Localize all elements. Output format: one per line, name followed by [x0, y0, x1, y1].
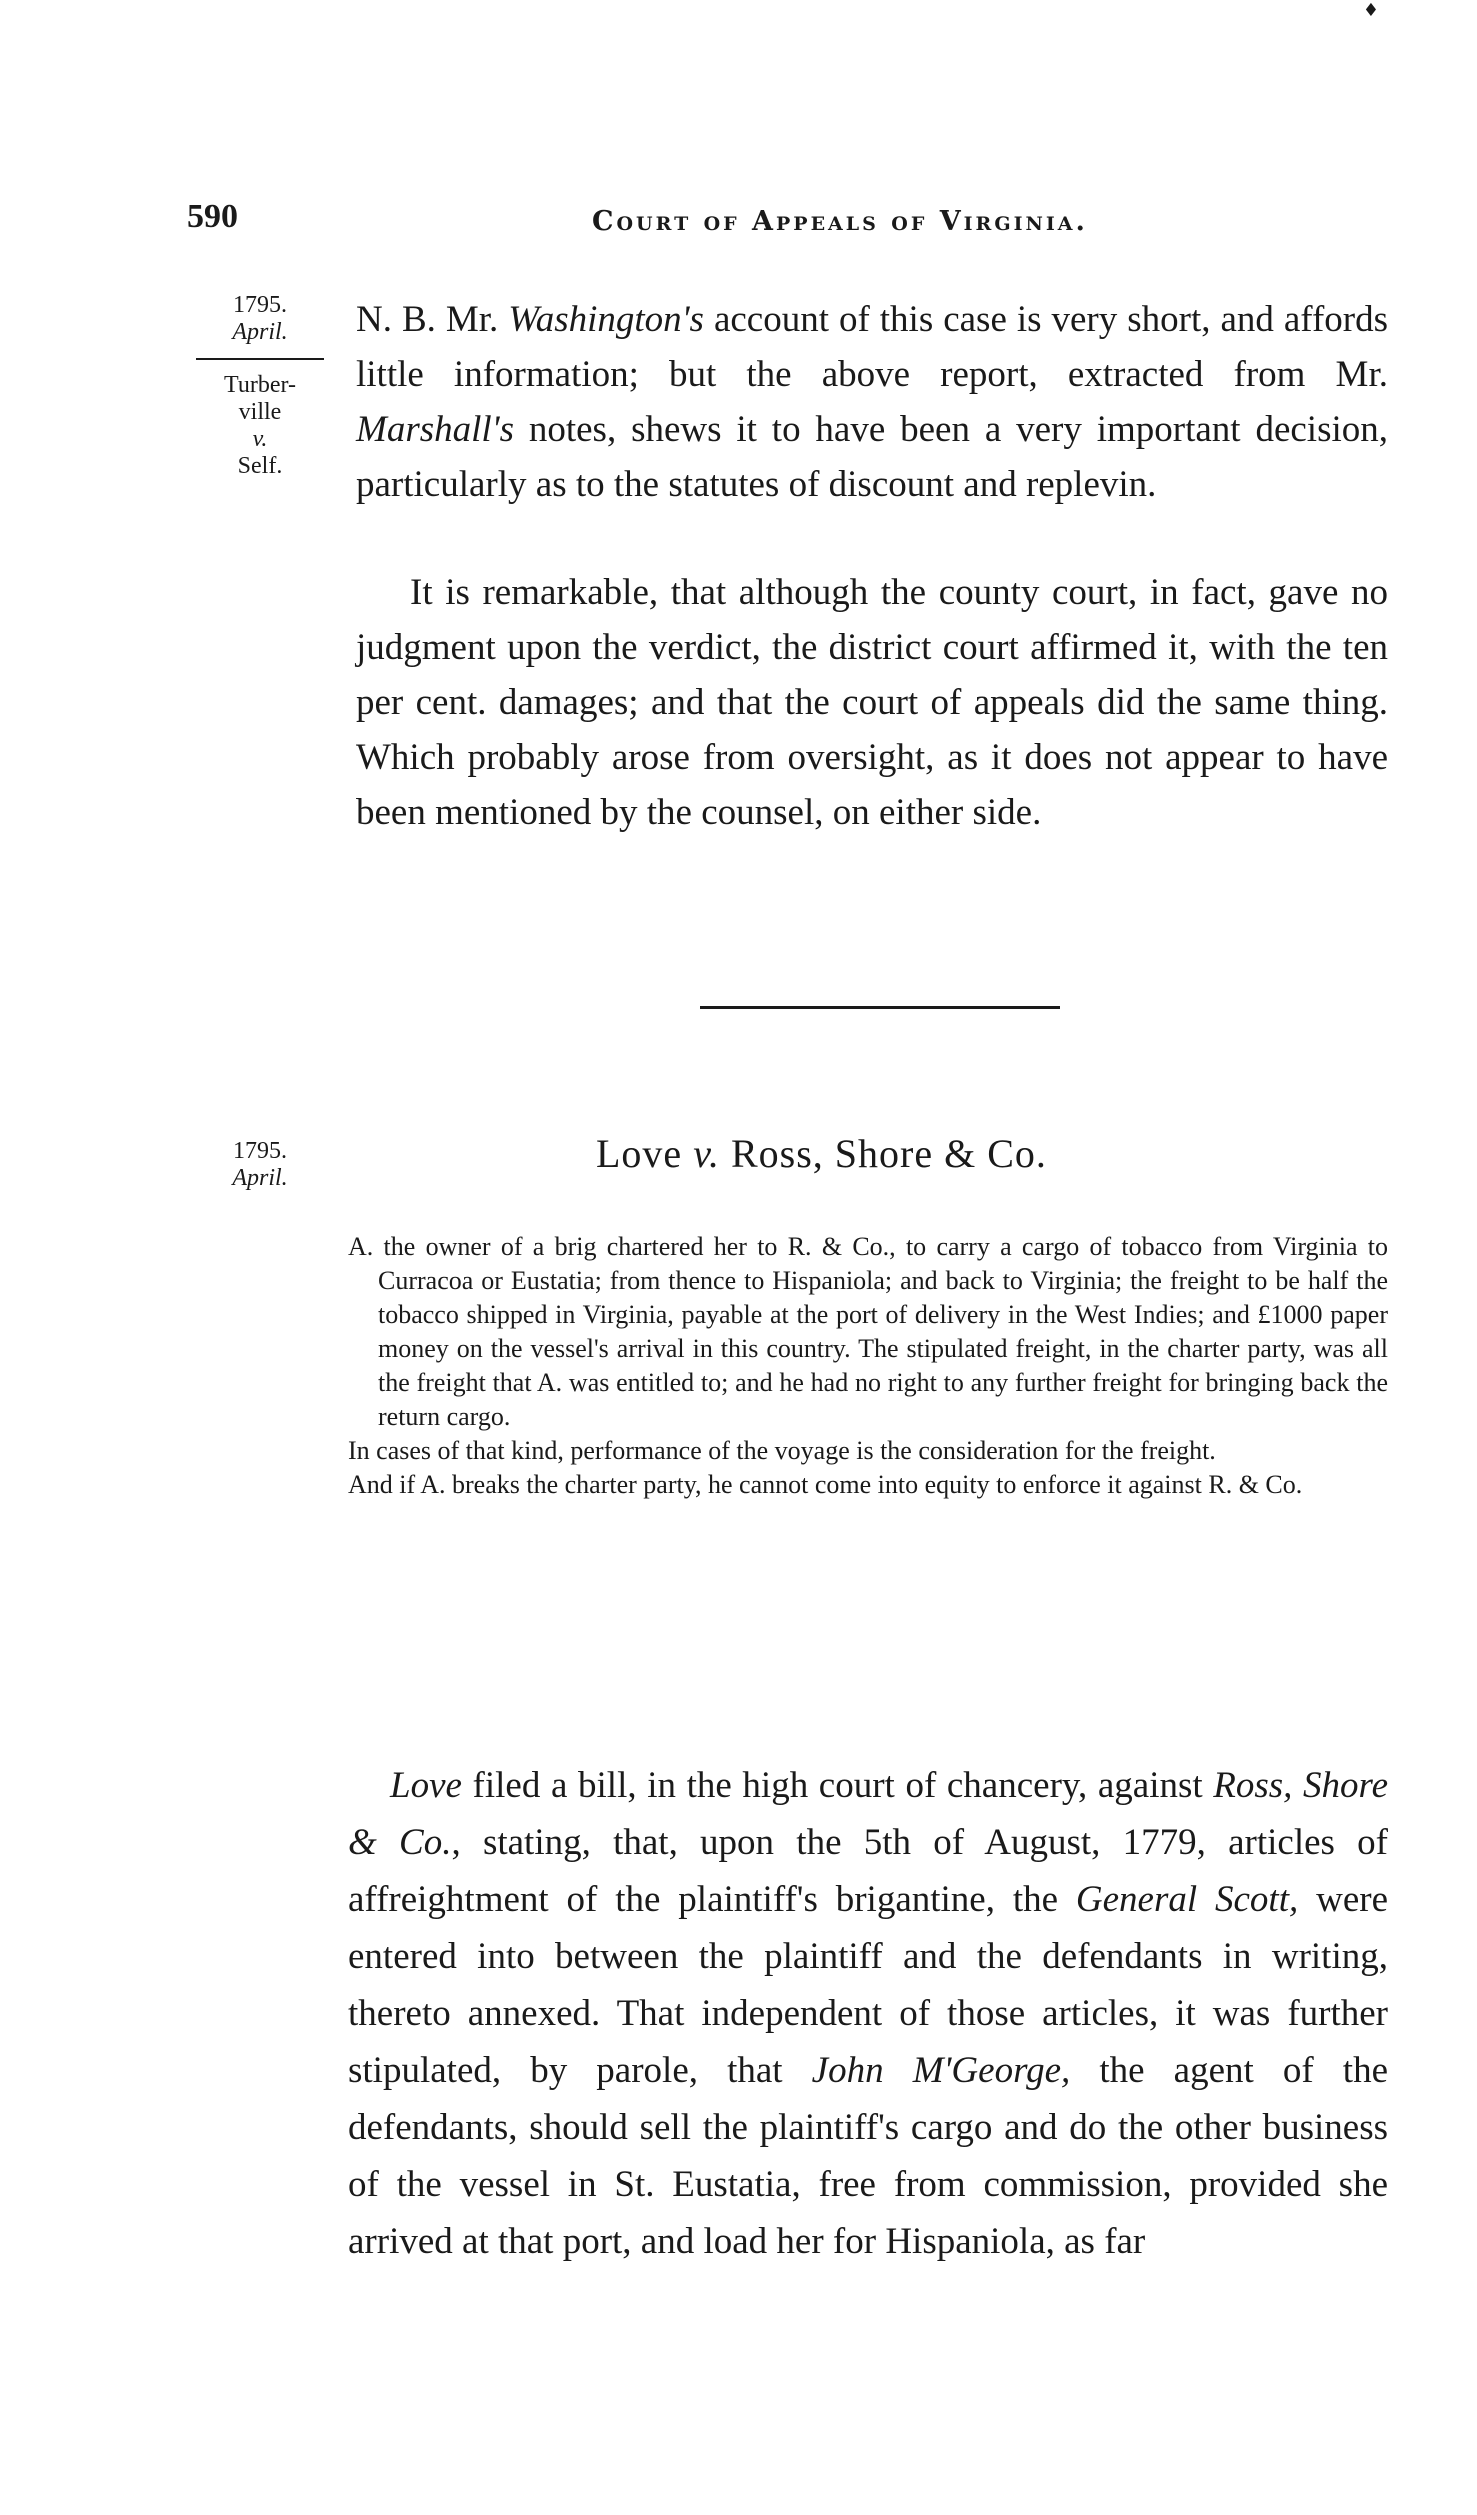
body-text: were entered into between the plaintiff and the defendants in writing, thereto annexed. That independent of those articles, it was further stipulated, by parole, that — [348, 1879, 1388, 2091]
margin-note-month: April. — [232, 1165, 288, 1191]
syllabus — [348, 1230, 1388, 1502]
margin-note-year: 1795. — [233, 1138, 287, 1164]
party-name: Ross, Shore & Co. — [348, 1765, 1388, 1863]
margin-note-month: April. — [232, 319, 288, 345]
paragraph-text: notes, shews it to have been a very important decision, particularly as to the statutes of discount and replevin. — [356, 409, 1388, 505]
page-header — [187, 198, 1247, 248]
case-title — [596, 1130, 1047, 1177]
margin-note-case-line: Self. — [237, 453, 283, 479]
corner-mark: ♦ — [1362, 0, 1379, 21]
margin-note-rule — [196, 358, 324, 360]
syllabus-item: A. the owner of a brig chartered her to R. & Co., to carry a cargo of tobacco from Virginia to Curracoa or Eustatia; from thence to Hispaniola; and back to Virginia; the freight to be half the tobacco shipped in Virginia, payable at the port of delivery in the West Indies; and £1000 paper money on the vessel's arrival in this country. The stipulated freight, in the charter party, was all the freight that A. was entitled to; and he had no right to any further freight for bringing back the return cargo. — [348, 1232, 1388, 1431]
margin-note-year: 1795. — [233, 292, 287, 318]
ship-name: General Scott, — [1075, 1879, 1299, 1920]
paragraph-text: N. B. Mr. — [356, 299, 509, 340]
agent-name: John M'George, — [811, 2050, 1071, 2091]
case-title-versus: v. — [693, 1131, 720, 1176]
margin-note-case-line: Turber- — [224, 372, 296, 398]
body-text: filed a bill, in the high court of chancery, against — [461, 1765, 1214, 1806]
paragraph-name: Washington's — [508, 299, 704, 340]
margin-note-case-line: v. — [252, 426, 268, 452]
margin-note-turberville — [190, 292, 330, 480]
paragraph-text: account of this case is very short, and affords little information; but the above report, extracted from Mr. — [356, 299, 1388, 395]
running-head: Court of Appeals of Virginia. — [592, 206, 1088, 237]
margin-note-date — [190, 1138, 330, 1192]
body-text: , stating, that, upon the 5th of August, 1779, articles of affreightment of the plaintiff's brigantine, the — [348, 1822, 1388, 1920]
section-divider — [700, 1006, 1060, 1009]
margin-note-case-line: ville — [238, 399, 282, 425]
case-title-part: Ross, Shore & Co. — [719, 1131, 1047, 1176]
page-number: 590 — [187, 198, 238, 235]
paragraph-name: Marshall's — [356, 409, 514, 450]
party-name: Love — [390, 1765, 462, 1806]
paragraph-remark: It is remarkable, that although the county court, in fact, gave no judgment upon the verdict, the district court affirmed it, with the ten per cent. damages; and that the court of appeals did the same thing. Which probably arose from oversight, as it does not appear to have been mentioned by the counsel, on either side. — [356, 572, 1388, 833]
body-text: the agent of the defendants, should sell the plaintiff's cargo and do the other business of the vessel in St. Eustatia, free from commission, provided she arrived at that port, and load her for Hispaniola, as far — [348, 2050, 1388, 2262]
paragraph-note — [356, 292, 1388, 512]
case-title-part: Love — [596, 1131, 694, 1176]
syllabus-item: And if A. breaks the charter party, he cannot come into equity to enforce it against R. & Co. — [348, 1470, 1303, 1499]
syllabus-item: In cases of that kind, performance of the voyage is the consideration for the freight. — [348, 1436, 1216, 1465]
body-paragraph — [348, 1757, 1388, 2270]
